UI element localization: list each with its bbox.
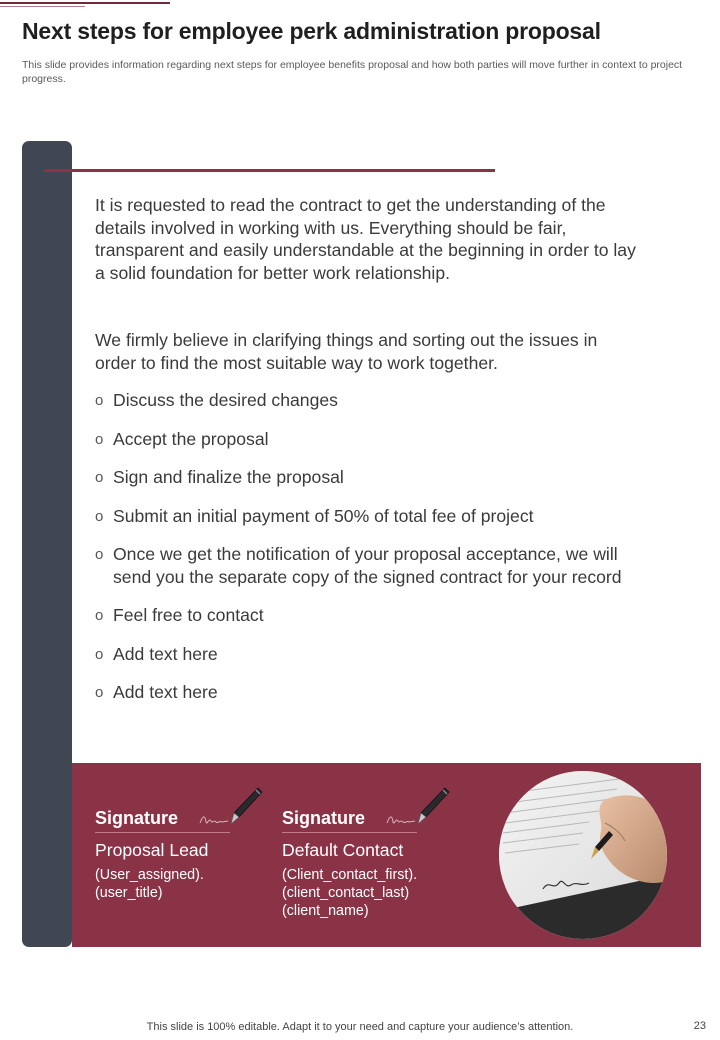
- page-number: 23: [693, 1020, 706, 1032]
- accent-line: [44, 169, 495, 172]
- signature-line: [282, 832, 417, 833]
- list-item-text: Add text here: [113, 682, 218, 702]
- list-item-text: Sign and finalize the proposal: [113, 467, 344, 487]
- signature-scribble-icon: [199, 813, 229, 827]
- signature-line: [95, 832, 230, 833]
- list-item-text: Submit an initial payment of 50% of total fee of project: [113, 505, 534, 526]
- signature-field: (client_name): [282, 903, 369, 919]
- signature-heading: Signature: [282, 808, 366, 828]
- list-item-text: Accept the proposal: [113, 428, 269, 449]
- list-item: [95, 543, 640, 588]
- bullet-marker: o: [95, 546, 104, 563]
- signature-role: Default Contact: [282, 840, 404, 860]
- bullet-marker: o: [95, 684, 104, 701]
- signature-role: Proposal Lead: [95, 840, 209, 860]
- list-item-text: Feel free to contact: [113, 605, 264, 625]
- signature-heading: Signature: [95, 808, 179, 828]
- intro-paragraph: It is requested to read the contract to get the understanding of the details involved in working with us. Everything should be fair, transparent and easily understandable at the beginning in order to lay a solid foundation for better work relationship.: [95, 195, 636, 283]
- top-rule-thin: [0, 6, 85, 7]
- next-steps-list: [95, 389, 640, 704]
- bullet-marker: o: [95, 645, 104, 663]
- fountain-pen-icon: [414, 785, 450, 827]
- list-item: [95, 681, 640, 704]
- page-subtitle: This slide provides information regarding next steps for employee benefits proposal and how both parties will move further in context to project progress.: [22, 59, 683, 85]
- top-rule: [0, 2, 170, 4]
- bullet-marker: o: [95, 392, 104, 409]
- list-item: [95, 505, 640, 528]
- list-item: [95, 643, 640, 666]
- signing-document-photo: [499, 771, 667, 939]
- bullet-marker: o: [95, 469, 104, 486]
- bullet-marker: o: [95, 507, 104, 525]
- fountain-pen-icon: [227, 785, 263, 827]
- list-item: [95, 604, 640, 627]
- page-title: Next steps for employee perk administration proposal: [22, 18, 601, 44]
- list-item: [95, 428, 640, 451]
- belief-paragraph: We firmly believe in clarifying things and sorting out the issues in order to find the most suitable way to work together.: [95, 330, 598, 373]
- bullet-marker: o: [95, 607, 104, 624]
- signature-scribble-icon: [386, 813, 416, 827]
- signature-field: (User_assigned).: [95, 867, 204, 883]
- list-item: [95, 389, 640, 412]
- list-item-text: Once we get the notification of your proposal acceptance, we will send you the separate copy of the signed contract for your record: [113, 544, 622, 587]
- signature-field: (Client_contact_first).: [282, 867, 418, 883]
- signature-field: (client_contact_last): [282, 885, 410, 901]
- side-bar: [22, 141, 72, 947]
- hand-signing-illustration: [499, 771, 667, 939]
- signature-fields: [95, 866, 204, 902]
- list-item-text: Discuss the desired changes: [113, 390, 338, 410]
- bullet-marker: o: [95, 430, 104, 448]
- signature-fields: [282, 866, 417, 920]
- list-item: [95, 466, 640, 489]
- footer-note: This slide is 100% editable. Adapt it to your need and capture your audience’s attention.: [146, 1021, 574, 1033]
- list-item-text: Add text here: [113, 643, 218, 664]
- signature-field: (user_title): [95, 885, 163, 901]
